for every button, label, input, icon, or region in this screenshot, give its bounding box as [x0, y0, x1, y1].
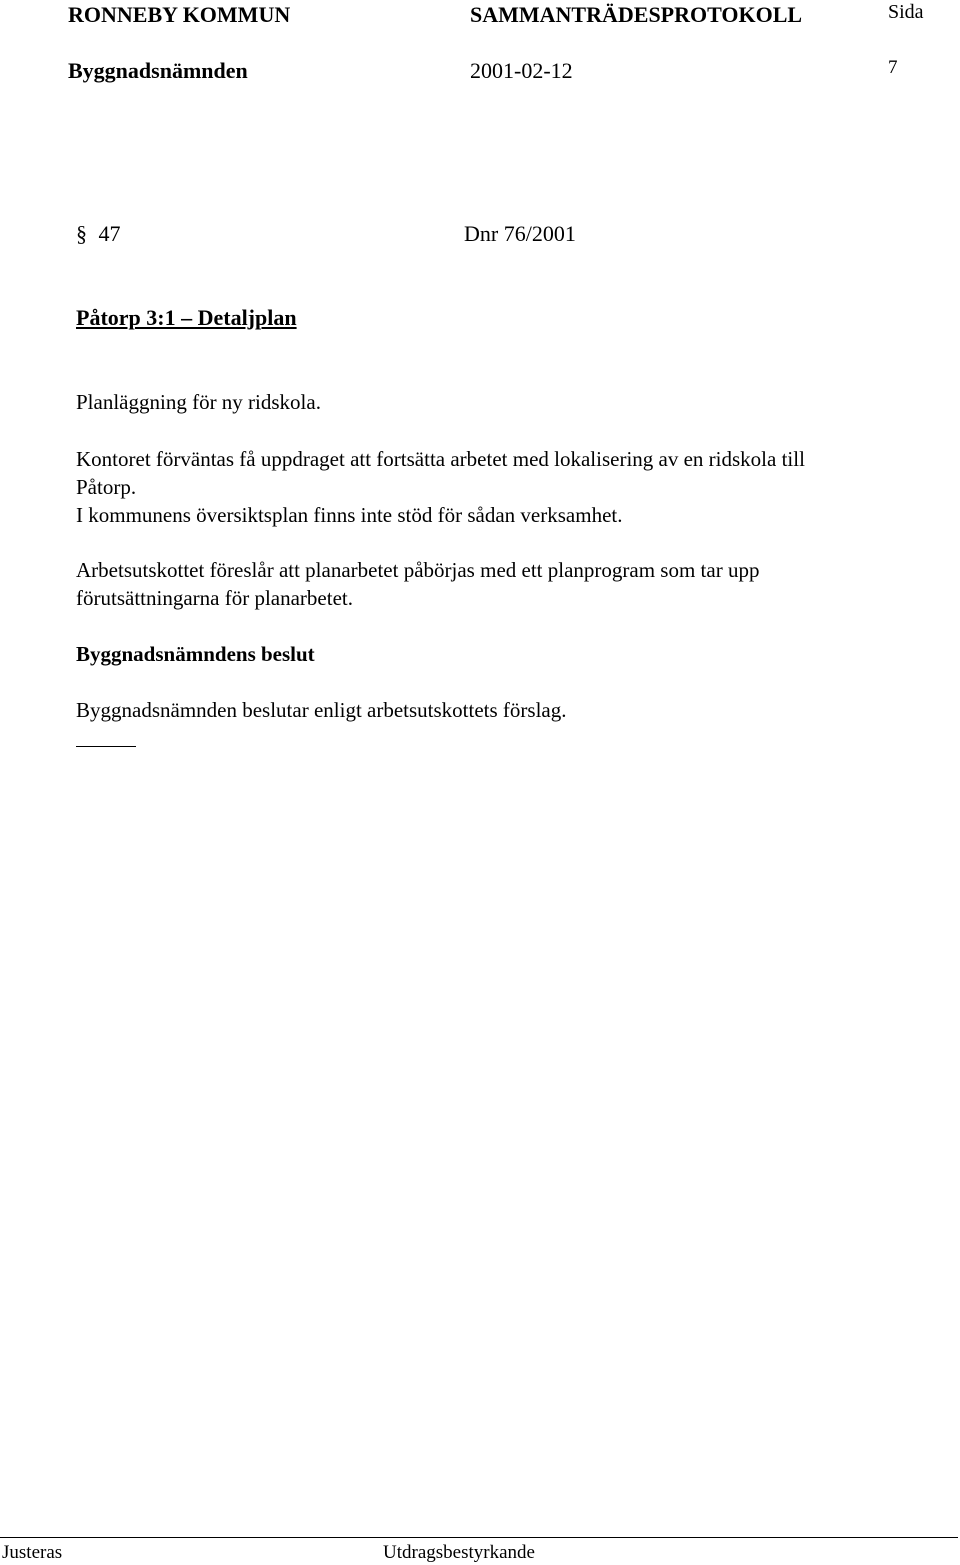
committee-name: Byggnadsnämnden [68, 58, 248, 83]
intro-text: Planläggning för ny ridskola. [76, 390, 321, 414]
footer-utdragsbestyrkande: Utdragsbestyrkande [383, 1542, 535, 1563]
meeting-date: 2001-02-12 [470, 58, 573, 83]
page-number: 7 [888, 57, 898, 78]
org-name: RONNEBY KOMMUN [68, 2, 291, 27]
end-rule [76, 746, 136, 747]
paragraph-line: Kontoret förväntas få uppdraget att fortsätta arbetet med lokalisering av en ridskola till [76, 447, 805, 471]
paragraph-sign: § [76, 221, 87, 246]
dnr: Dnr 76/2001 [464, 221, 576, 246]
footer-justeras: Justeras [2, 1542, 63, 1563]
section-value: 47 [98, 221, 121, 246]
page-label: Sida [888, 1, 924, 23]
decision-heading: Byggnadsnämndens beslut [76, 642, 315, 666]
case-title: Påtorp 3:1 – Detaljplan [76, 305, 297, 330]
decision-text: Byggnadsnämnden beslutar enligt arbetsutskottets förslag. [76, 698, 567, 722]
document-type: SAMMANTRÄDESPROTOKOLL [470, 2, 803, 27]
paragraph-line: I kommunens översiktsplan finns inte stöd för sådan verksamhet. [76, 503, 623, 527]
paragraph-line: förutsättningarna för planarbetet. [76, 586, 353, 610]
footer-divider [0, 1537, 958, 1538]
paragraph-line: Påtorp. [76, 475, 137, 499]
paragraph-line: Arbetsutskottet föreslår att planarbetet påbörjas med ett planprogram som tar upp [76, 558, 760, 582]
section-number [76, 221, 121, 247]
